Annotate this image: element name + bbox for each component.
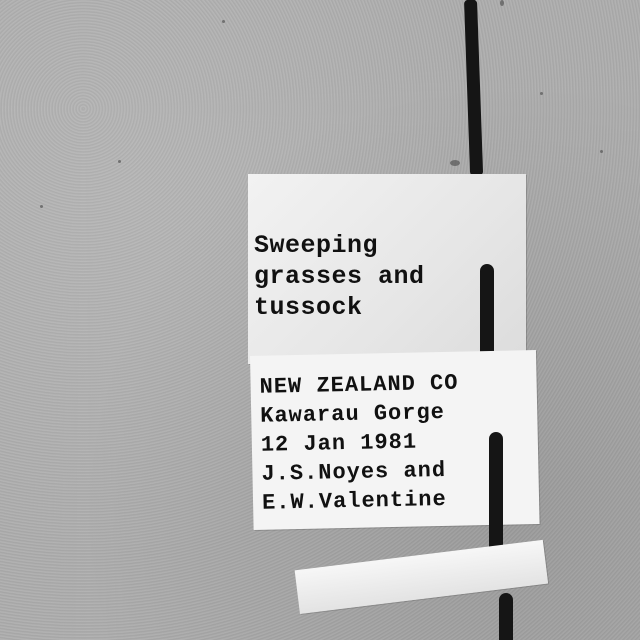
board-speck (600, 150, 603, 153)
board-speck (450, 160, 460, 166)
board-speck (540, 92, 543, 95)
board-speck (118, 160, 121, 163)
board-speck (500, 0, 504, 6)
habitat-line-3: tussock (254, 293, 363, 322)
board-speck (222, 20, 225, 23)
specimen-pin-middle (480, 264, 494, 360)
locality-country: NEW ZEALAND CO (259, 370, 459, 400)
habitat-line-2: grasses and (254, 262, 425, 291)
habitat-line-1: Sweeping (254, 231, 379, 260)
locality-collector-2: E.W.Valentine (261, 486, 447, 516)
locality-place: Kawarau Gorge (260, 399, 446, 429)
specimen-pin-bottom (499, 593, 513, 640)
board-speck (40, 205, 43, 208)
locality-collector-1: J.S.Noyes and (261, 457, 447, 487)
locality-date: 12 Jan 1981 (260, 429, 418, 458)
